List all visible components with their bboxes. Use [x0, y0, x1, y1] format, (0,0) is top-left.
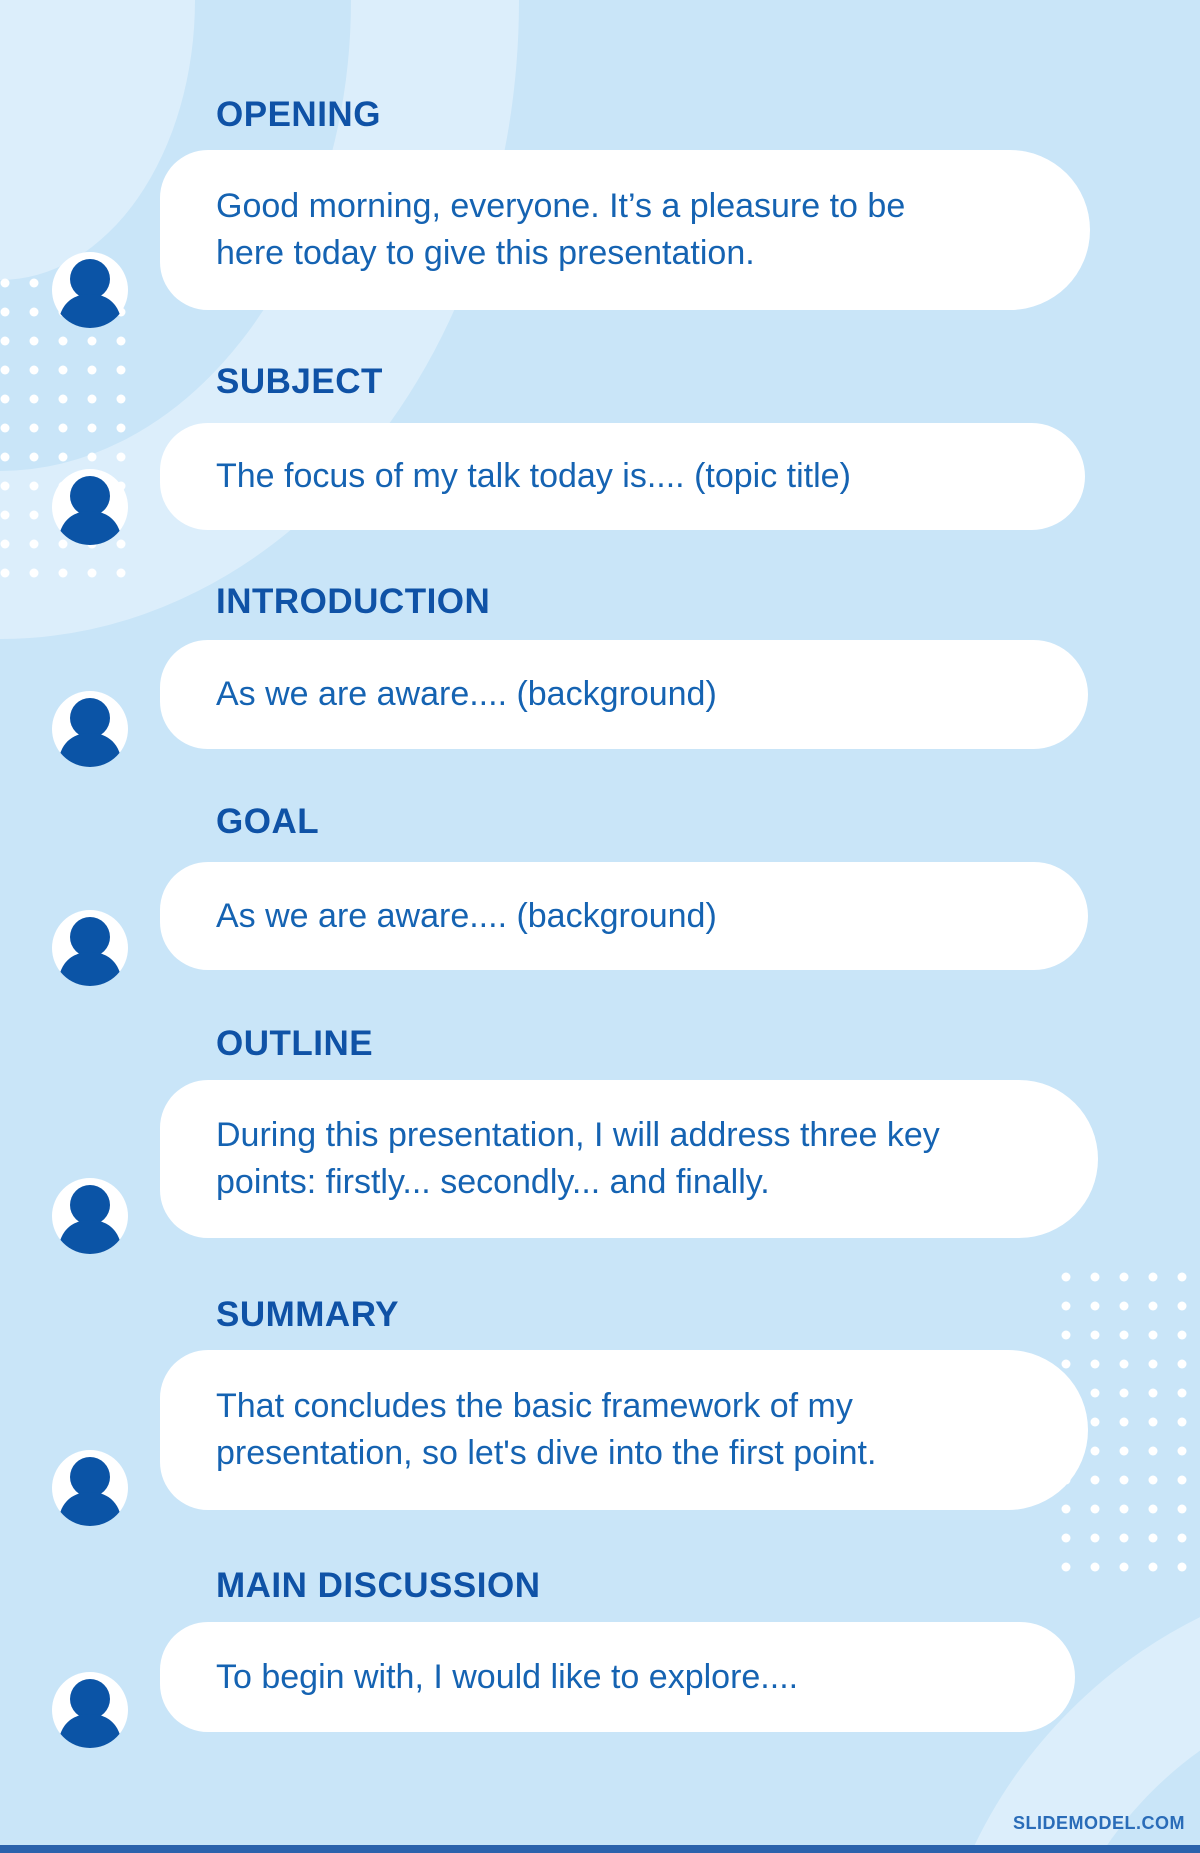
- section-heading: SUBJECT: [216, 362, 383, 401]
- bubble-text-line: As we are aware.... (background): [216, 675, 717, 713]
- speech-bubble: [160, 1080, 1098, 1238]
- section-heading: MAIN DISCUSSION: [216, 1566, 541, 1605]
- section-heading: SUMMARY: [216, 1295, 400, 1334]
- bubble-text-line: Good morning, everyone. It’s a pleasure to be: [216, 187, 906, 225]
- user-avatar-icon: [52, 691, 128, 767]
- footer-bar: [0, 1845, 1200, 1853]
- bubble-text-line: As we are aware.... (background): [216, 896, 717, 935]
- section-heading: OUTLINE: [216, 1024, 374, 1063]
- bubble-text-line: The focus of my talk today is.... (topic title): [216, 457, 851, 495]
- user-avatar-icon: [52, 1672, 128, 1748]
- bubble-text-line: To begin with, I would like to explore....: [216, 1657, 799, 1696]
- section-heading: INTRODUCTION: [216, 582, 491, 621]
- user-avatar-icon: [52, 1450, 128, 1526]
- bubble-text-line: here today to give this presentation.: [216, 234, 755, 272]
- speech-bubble: [160, 1350, 1088, 1510]
- speech-bubble: [160, 150, 1090, 310]
- section-heading: GOAL: [216, 802, 320, 841]
- user-avatar-icon: [52, 469, 128, 545]
- bubble-text-line: During this presentation, I will address three key: [216, 1116, 940, 1154]
- speech-bubble: [160, 862, 1088, 970]
- user-avatar-icon: [52, 910, 128, 986]
- bubble-text-line: That concludes the basic framework of my: [216, 1387, 853, 1425]
- user-avatar-icon: [52, 1178, 128, 1254]
- bubble-text-line: points: firstly... secondly... and finally.: [216, 1163, 770, 1201]
- user-avatar-icon: [52, 252, 128, 328]
- speech-bubble: [160, 423, 1085, 530]
- slidemodel-watermark: SLIDEMODEL.COM: [1013, 1813, 1185, 1833]
- speech-bubble: [160, 1622, 1075, 1732]
- speech-bubble: [160, 640, 1088, 749]
- section-heading: OPENING: [216, 95, 381, 134]
- bubble-text-line: presentation, so let's dive into the first point.: [216, 1434, 877, 1472]
